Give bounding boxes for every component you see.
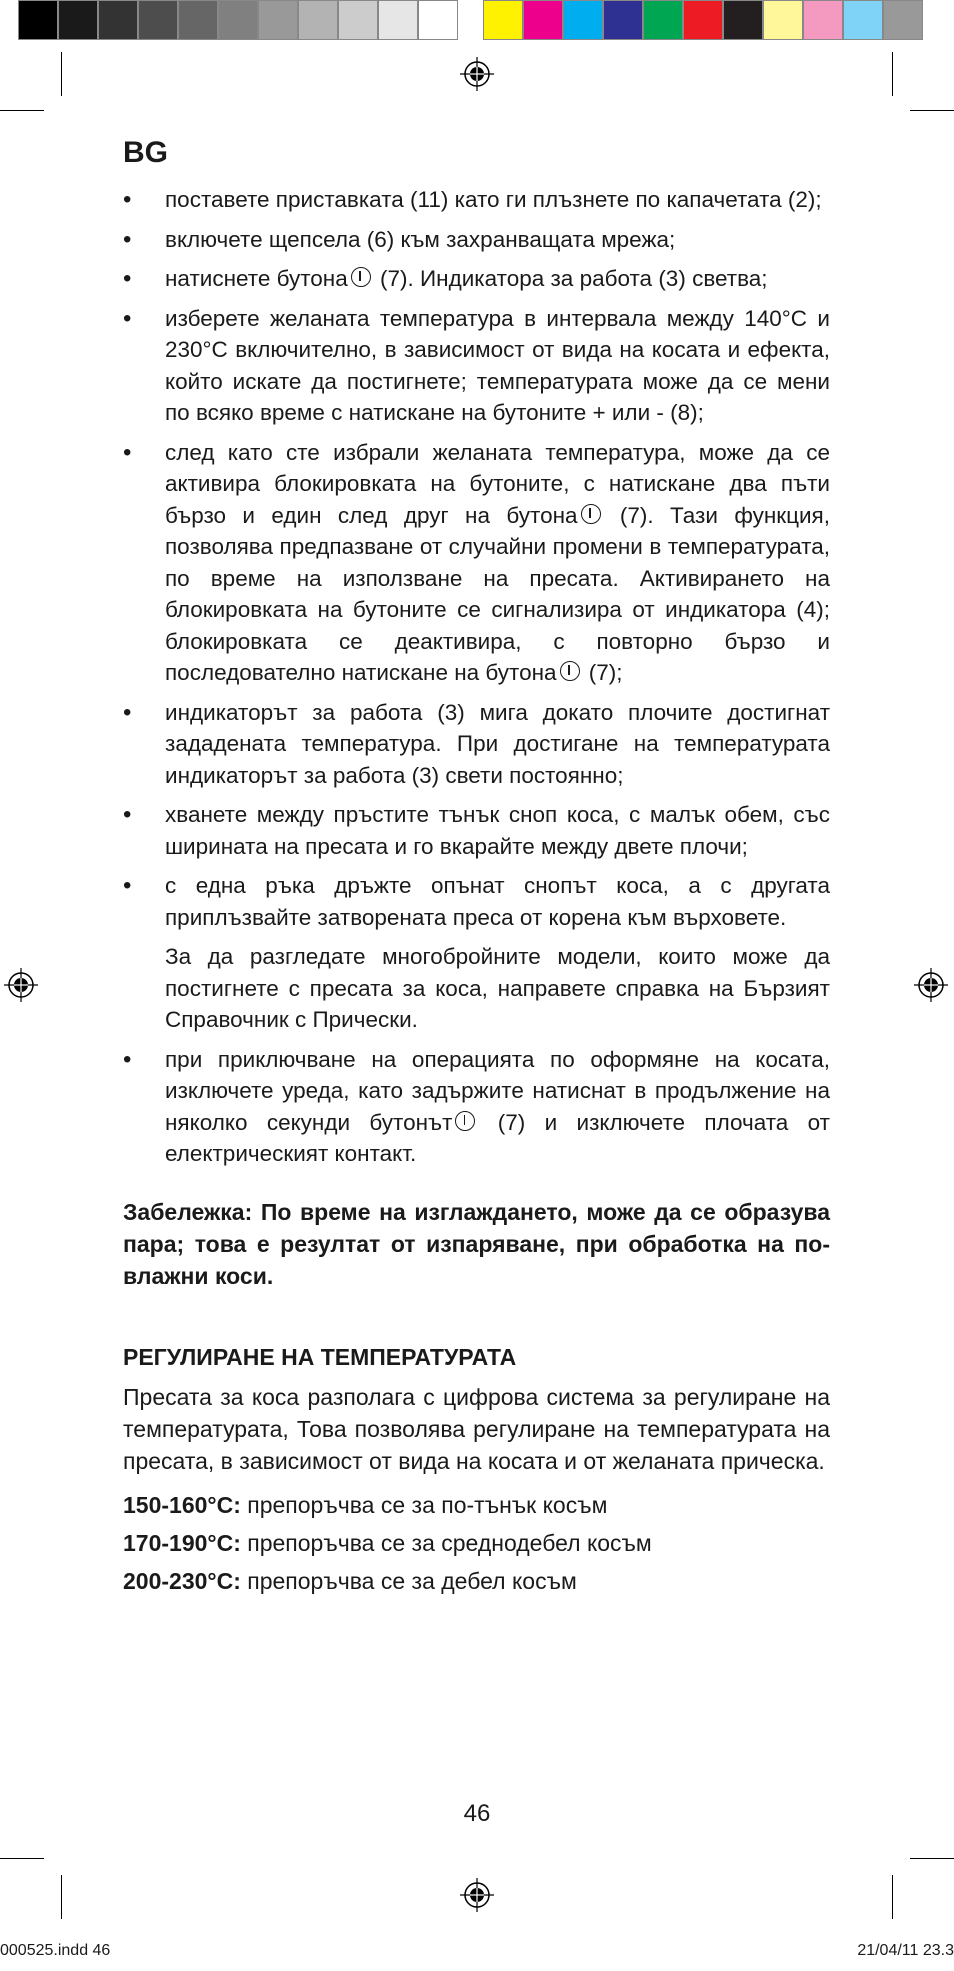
- temperature-row: [123, 1489, 830, 1521]
- instruction-text: (7) и изключете плочата от електрическият контакт.: [165, 1109, 830, 1166]
- instruction-item: [123, 437, 830, 689]
- language-code: BG: [123, 136, 168, 169]
- registration-mark-icon: [460, 57, 494, 91]
- gray-swatch: [178, 0, 218, 40]
- instruction-list: [123, 184, 830, 1170]
- color-swatch: [803, 0, 843, 40]
- page-number: 46: [463, 1800, 491, 1827]
- note-paragraph: Забележка: По време на изглаждането, може да се образува пара; това е резултат от изпаряване, при обработка на по-влажни коси.: [123, 1198, 830, 1289]
- temperature-range: 170-190°C:: [123, 1529, 241, 1556]
- section-heading: РЕГУЛИРАНЕ НА ТЕМПЕРАТУРАТА: [123, 1343, 517, 1370]
- instruction-text: хванете между пръстите тънък сноп коса, с малък обем, със ширината на пресата и го вкарайте между двете плочи;: [165, 802, 830, 859]
- color-swatch: [883, 0, 923, 40]
- process-color-bar: [483, 0, 923, 42]
- gray-swatch: [418, 0, 458, 40]
- temperature-description: препоръчва се за по-тънък косъм: [240, 1491, 608, 1518]
- instruction-item: [123, 1044, 830, 1170]
- gray-swatch: [298, 0, 338, 40]
- gray-swatch: [258, 0, 298, 40]
- power-button-icon: [581, 504, 601, 524]
- instruction-item: [123, 799, 830, 862]
- registration-mark-icon: [460, 1878, 494, 1912]
- instruction-text: натиснете бутона: [165, 266, 348, 291]
- power-button-icon: [351, 267, 371, 287]
- gray-swatch: [58, 0, 98, 40]
- instruction-item: [123, 303, 830, 429]
- date-slug: 21/04/11 23.3: [857, 1942, 954, 1959]
- instruction-item: [123, 224, 830, 256]
- gray-swatch: [378, 0, 418, 40]
- color-swatch: [483, 0, 523, 40]
- instruction-text: изберете желаната температура в интервала между 140°C и 230°C включително, в зависимост от вида на косата и ефекта, който искате да постигнете; температурата може да се мени по всяко време с натискане на бутоните + или - (8);: [165, 305, 830, 425]
- page-content: [123, 130, 830, 1603]
- crop-mark: [910, 1858, 954, 1859]
- crop-mark: [910, 110, 954, 111]
- temperature-range: 150-160°C:: [123, 1491, 241, 1518]
- instruction-item: [123, 870, 830, 933]
- temperature-description: препоръчва се за среднодебел косъм: [240, 1529, 652, 1556]
- instruction-text: при приключване на операцията по оформяне на косата, изключете уреда, като задържите натиснат в продължение на няколко секунди бутонът: [165, 1046, 830, 1135]
- gray-swatch: [18, 0, 58, 40]
- temperature-row: [123, 1565, 830, 1597]
- instruction-text: поставете приставката (11) като ги плъзнете по капачетата (2);: [165, 187, 822, 212]
- color-swatch: [763, 0, 803, 40]
- color-swatch: [643, 0, 683, 40]
- instruction-text: За да разгледате многобройните модели, които може да постигнете с пресата за коса, направете справка на Бързият Справочник с Прически.: [165, 944, 830, 1032]
- color-swatch: [843, 0, 883, 40]
- file-slug: 000525.indd 46: [0, 1942, 111, 1959]
- gray-swatch: [218, 0, 258, 40]
- crop-mark: [0, 1858, 44, 1859]
- crop-mark: [61, 1875, 62, 1919]
- instruction-text: индикаторът за работа (3) мига докато плочите достигнат зададената температура. При достигане на температурата индикаторът за работа (3) свети постоянно;: [165, 699, 830, 788]
- gray-swatch: [338, 0, 378, 40]
- registration-mark-icon: [914, 968, 948, 1002]
- section-paragraph: Пресата за коса разполага с цифрова система за регулиране на температурата, Това позволява регулиране на температурата на пресата, в зависимост от вида на косата и от желаната прическа.: [123, 1383, 830, 1474]
- instruction-item: [123, 697, 830, 792]
- power-button-icon: [560, 661, 580, 681]
- temperature-description: препоръчва се за дебел косъм: [240, 1567, 577, 1594]
- gray-color-bar: [18, 0, 458, 42]
- instruction-text: включете щепсела (6) към захранващата мрежа;: [165, 226, 676, 252]
- instruction-text: с една ръка дръжте опънат снопът коса, а с другата приплъзвайте затворената преса от корена към върховете.: [165, 873, 830, 930]
- registration-mark-icon: [4, 968, 38, 1002]
- color-swatch: [563, 0, 603, 40]
- instruction-text: (7). Индикатора за работа (3) светва;: [373, 266, 768, 291]
- crop-mark: [61, 52, 62, 96]
- instruction-text: (7);: [582, 660, 623, 685]
- crop-mark: [892, 52, 893, 96]
- instruction-text: след като сте избрали желаната температура, може да се активира блокировката на бутоните, с натискане два пъти бързо и един след друг на бутона: [165, 439, 830, 528]
- color-swatch: [723, 0, 763, 40]
- gray-swatch: [98, 0, 138, 40]
- instruction-text: (7). Тази функция, позволява предпазване от случайни промени в температурата, по време на използване на пресата. Активирането на блокировката на бутоните се сигнализира от индикатора (4); блокировката се деактивира, с повторно бързо и последователно натискане на бутона: [165, 502, 830, 685]
- temperature-list: [123, 1489, 830, 1597]
- crop-mark: [0, 110, 44, 111]
- instruction-item: [123, 263, 830, 295]
- power-button-icon: [455, 1111, 475, 1131]
- color-swatch: [603, 0, 643, 40]
- color-swatch: [523, 0, 563, 40]
- crop-mark: [892, 1875, 893, 1919]
- color-swatch: [683, 0, 723, 40]
- instruction-item: [123, 941, 830, 1036]
- temperature-range: 200-230°C:: [123, 1567, 241, 1594]
- instruction-item: [123, 184, 830, 216]
- gray-swatch: [138, 0, 178, 40]
- temperature-row: [123, 1527, 830, 1559]
